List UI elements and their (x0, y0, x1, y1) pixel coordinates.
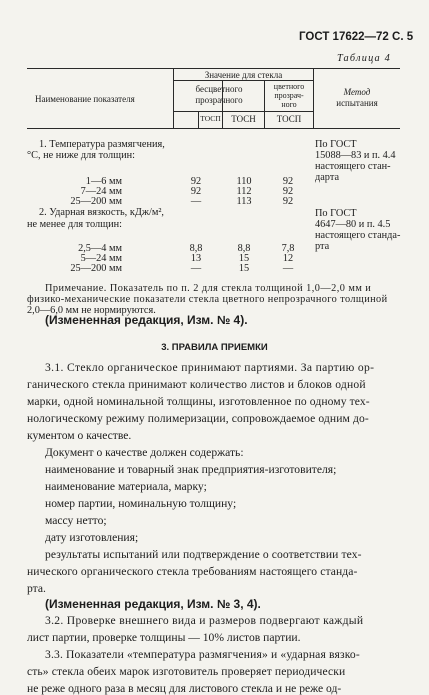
table-top-rule (27, 68, 400, 69)
note-line: Примечание. Показатель по п. 2 для стекла толщиной 1,0—2,0 мм и (45, 283, 372, 294)
cell-value: — (190, 263, 202, 274)
method-header-1: Метод (343, 87, 371, 97)
cell-value: 8,8 (189, 243, 203, 254)
body-line: лист партии, проверке толщины — 10% листов партии. (27, 631, 301, 644)
method-line: дарта (315, 172, 340, 183)
body-line: результаты испытаний или подтверждение о соответствии тех- (45, 548, 362, 561)
method-line: настоящего станда- (315, 230, 401, 241)
body-line: кументом о качестве. (27, 429, 132, 442)
cell-value: — (190, 196, 202, 207)
cell-value: 15 (238, 253, 250, 264)
method-header-2: испытания (336, 98, 378, 108)
cell-value: 8,8 (237, 243, 251, 254)
table-header-bottom-rule (27, 128, 400, 129)
values-group-header: Значение для стекла (204, 70, 283, 80)
standard-header: ГОСТ 17622—72 С. 5 (299, 31, 414, 43)
cell-value: 12 (282, 253, 294, 264)
colored-header-1: цветного (273, 82, 305, 91)
cell-value: 110 (236, 176, 252, 187)
body-line: Документ о качестве должен содержать: (45, 446, 244, 459)
section-title: 3. ПРАВИЛА ПРИЕМКИ (161, 342, 268, 353)
colorless-header-1: бесцветного (195, 84, 243, 94)
row-name: 1. Температура размягчения, (39, 139, 165, 150)
body-line: дату изготовления; (45, 531, 139, 544)
body-line: рта. (27, 582, 46, 595)
cell-value: 113 (236, 196, 252, 207)
row-name: 25—200 мм (70, 196, 122, 207)
row-name: не менее для толщин: (27, 219, 122, 230)
cell-value: 92 (190, 186, 202, 197)
amendment-note: (Измененная редакция, Изм. № 4). (45, 313, 248, 327)
body-line: 3.1. Стекло органическое принимают партиями. За партию ор- (45, 361, 375, 374)
body-line: марки, одной номинальной толщины, изготовленное по одному тех- (27, 395, 370, 408)
colorless-header-2: прозрачного (195, 95, 243, 105)
amendment-note: (Измененная редакция, Изм. № 3, 4). (45, 597, 261, 611)
body-line: нического органического стекла требованиям настоящего станда- (27, 565, 358, 578)
cell-value: 92 (190, 176, 202, 187)
body-line: 3.2. Проверке внешнего вида и размеров подвергают каждый (45, 614, 364, 627)
colored-header-2: прозрач- (274, 91, 304, 100)
cell-value: 92 (282, 186, 294, 197)
method-line: 4647—80 и п. 4.5 (315, 219, 391, 230)
table-group-rule (173, 80, 313, 81)
row-name: 7—24 мм (80, 186, 122, 197)
row-name: 5—24 мм (80, 253, 122, 264)
row-name: 25—200 мм (70, 263, 122, 274)
method-line: По ГОСТ (315, 208, 357, 219)
method-line: настоящего стан- (315, 161, 391, 172)
method-line: 15088—83 и п. 4.4 (315, 150, 396, 161)
row-name: 2. Ударная вязкость, кДж/м², (39, 207, 164, 218)
body-line: наименование материала, марку; (45, 480, 207, 493)
cell-value: 7,8 (281, 243, 295, 254)
cell-value: 92 (282, 196, 294, 207)
table-sub-rule (173, 111, 313, 112)
body-line: массу нетто; (45, 514, 107, 527)
table-label: Таблица 4 (337, 53, 392, 64)
note-line: физико-механические показатели стекла цветного непрозрачного толщиной (27, 294, 388, 305)
body-line: номер партии, номинальную толщину; (45, 497, 237, 510)
row-name: 2,5—4 мм (78, 243, 122, 254)
row-name: °С, не ниже для толщин: (27, 150, 135, 161)
cell-value: — (282, 263, 294, 274)
row-name: 1—6 мм (85, 176, 122, 187)
body-line: нологическому режиму полимеризации, сопровождаемое одним до- (27, 412, 369, 425)
cell-value: 112 (236, 186, 252, 197)
body-line: 3.3. Показатели «температура размягчения» и «ударная вязко- (45, 648, 360, 661)
cell-value: 92 (282, 176, 294, 187)
body-line: ганического стекла принимают количество листов и блоков одной (27, 378, 366, 391)
note-line: 2,0—6,0 мм не нормируются. (27, 305, 156, 316)
col-name-header: Наименование показателя (35, 94, 135, 104)
colored-header-3: ного (281, 100, 297, 109)
sub-header-3: ТОСП (276, 114, 302, 124)
sub-header-1: ТОСП (200, 114, 221, 123)
cell-value: 15 (238, 263, 250, 274)
cell-value: 13 (190, 253, 202, 264)
method-line: рта (315, 241, 330, 252)
method-line: По ГОСТ (315, 139, 357, 150)
sub-header-2: ТОСН (231, 114, 256, 124)
body-line: наименование и товарный знак предприятия-изготовителя; (45, 463, 337, 476)
body-line: не реже одного раза в месяц для листового стекла и не реже од- (27, 682, 342, 695)
body-line: сть» стекла обеих марок изготовитель проверяет периодически (27, 665, 346, 678)
